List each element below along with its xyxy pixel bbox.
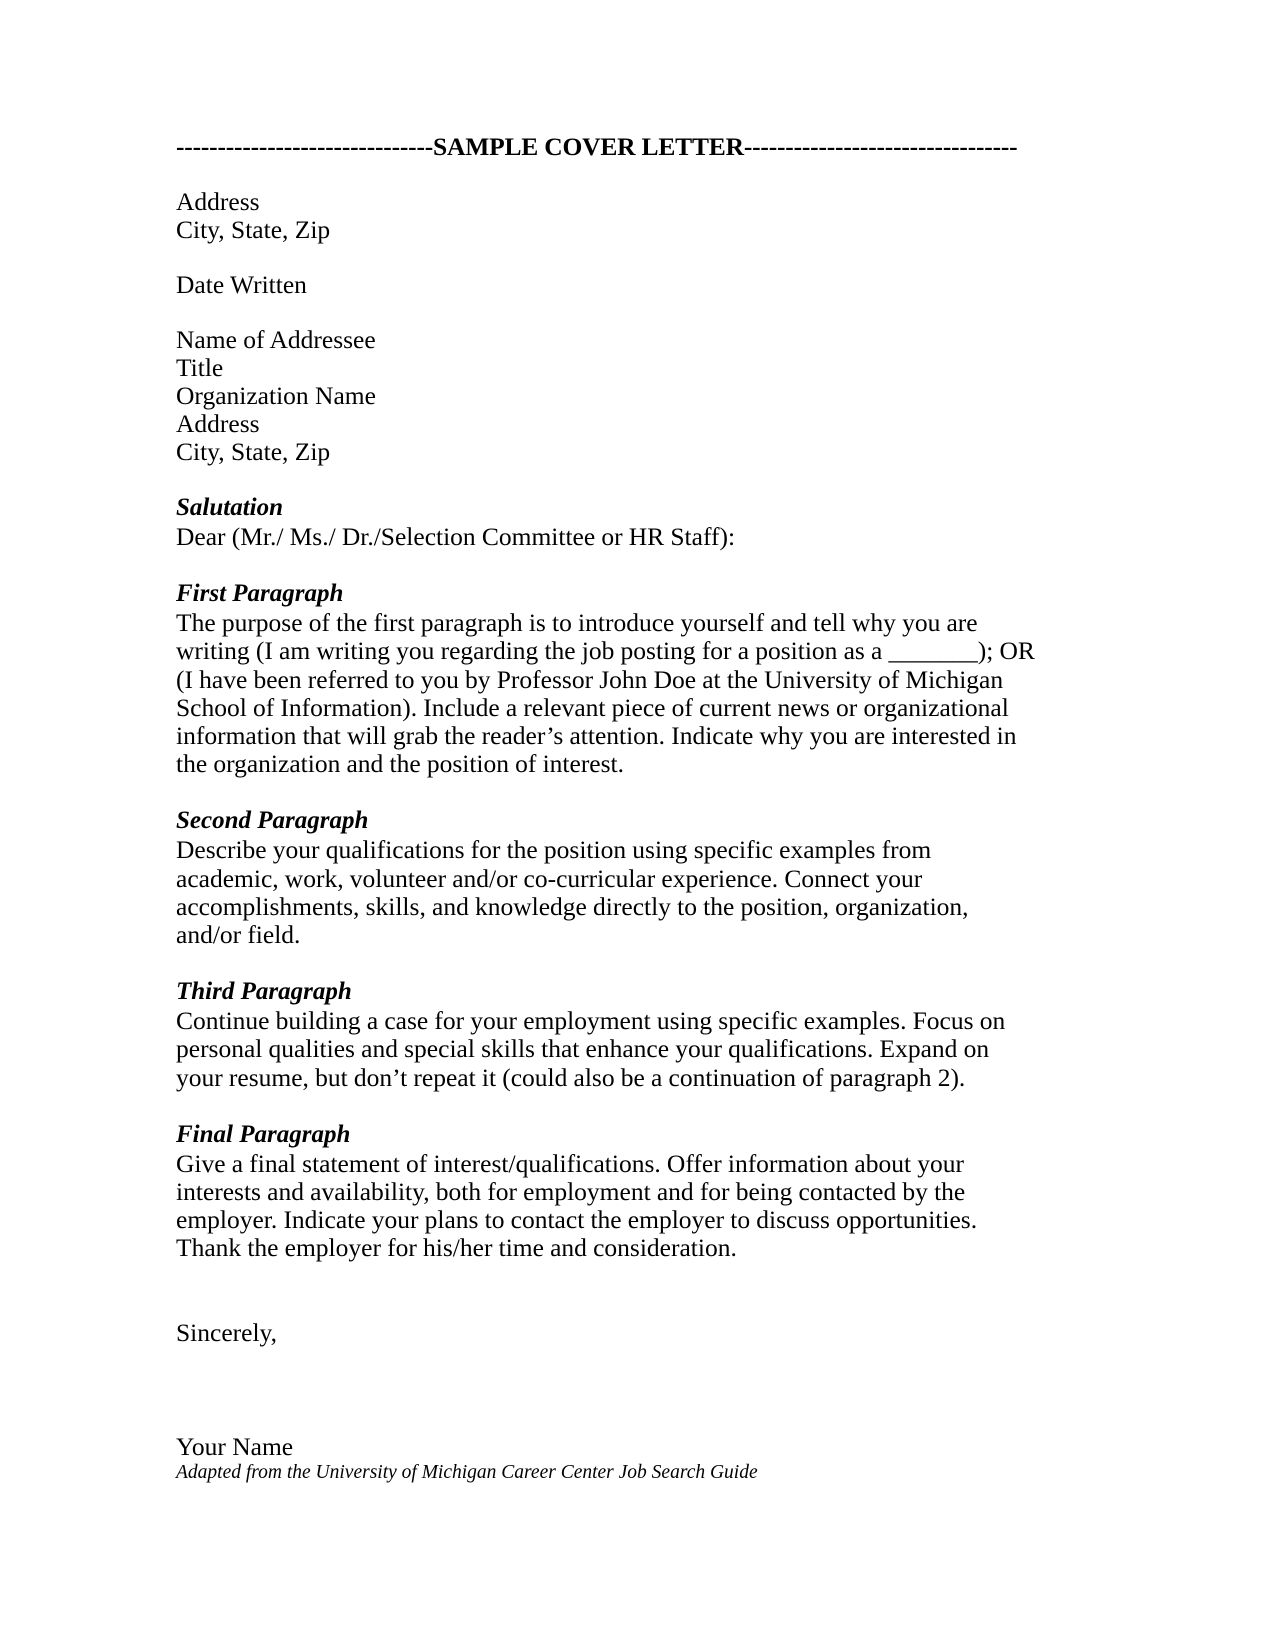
spacer-after-third-paragraph <box>176 1092 1038 1120</box>
section-third-paragraph <box>176 977 1038 1092</box>
closing-line: Sincerely, <box>176 1317 278 1347</box>
section-body-final-paragraph: Give a final statement of interest/qualifications. Offer information about your interests and availability, both for employment and for being contacted by the employer. Indicate your plans to contact the employer to discuss opportunities. Thank the employer for his/her time and consideration. <box>176 1148 978 1263</box>
section-salutation <box>176 493 1038 551</box>
section-heading-third-paragraph: Third Paragraph <box>176 978 352 1006</box>
spacer-after-salutation <box>176 551 1038 579</box>
page-title <box>176 132 1038 162</box>
recipient-title-line: Title <box>176 353 224 382</box>
recipient-name-line: Name of Addressee <box>176 325 376 354</box>
recipient-organization-line: Organization Name <box>176 381 376 410</box>
date-written-line: Date Written <box>176 270 307 299</box>
recipient-address-line: Address <box>176 409 260 438</box>
section-body-salutation: Dear (Mr./ Ms./ Dr./Selection Committee or HR Staff): <box>176 522 736 551</box>
title-dashes-left: ------------------------------- <box>176 132 434 161</box>
recipient-address-block <box>176 326 1038 466</box>
section-body-third-paragraph: Continue building a case for your employment using specific examples. Focus on personal qualities and special skills that enhance your qualifications. Expand on your resume, but don’t repeat it (could also be a continuation of paragraph 2). <box>176 1006 1006 1092</box>
spacer-after-recipient <box>176 466 1038 493</box>
section-heading-second-paragraph: Second Paragraph <box>176 807 369 835</box>
sender-address-block <box>176 188 1038 244</box>
recipient-city-state-zip-line: City, State, Zip <box>176 437 331 466</box>
spacer-after-sender <box>176 244 1038 271</box>
title-dashes-right: --------------------------------- <box>743 132 1018 161</box>
section-body-first-paragraph: The purpose of the first paragraph is to introduce yourself and tell why you are writing (I am writing you regarding the job posting for a position as a _______); OR (I have been referred to you by Professor John Doe at the University of Michigan School of Information). Include a relevant piece of current news or organizational information that will grab the reader’s attention. Indicate why you are interested in the organization and the position of interest. <box>176 608 1035 779</box>
date-block <box>176 271 1038 299</box>
section-heading-first-paragraph: First Paragraph <box>176 580 344 608</box>
spacer-before-closing <box>176 1263 1038 1319</box>
spacer-after-date <box>176 299 1038 326</box>
letter-body <box>176 132 1038 1485</box>
section-second-paragraph <box>176 806 1038 949</box>
sender-city-state-zip-line: City, State, Zip <box>176 215 331 244</box>
section-heading-salutation: Salutation <box>176 494 283 521</box>
attribution-line: Adapted from the University of Michigan Career Center Job Search Guide <box>176 1461 758 1483</box>
signature-space <box>176 1347 1038 1433</box>
spacer-after-first-paragraph <box>176 778 1038 806</box>
section-final-paragraph <box>176 1120 1038 1263</box>
spacer-after-second-paragraph <box>176 949 1038 977</box>
section-body-second-paragraph: Describe your qualifications for the position using specific examples from academic, work, volunteer and/or co-curricular experience. Connect your accomplishments, skills, and knowledge directly to the position, organization, and/or field. <box>176 835 969 950</box>
sender-address-line: Address <box>176 187 260 216</box>
signature-name-line: Your Name <box>176 1431 294 1461</box>
title-label: SAMPLE COVER LETTER <box>433 132 744 161</box>
section-first-paragraph <box>176 579 1038 778</box>
section-heading-final-paragraph: Final Paragraph <box>176 1120 351 1148</box>
